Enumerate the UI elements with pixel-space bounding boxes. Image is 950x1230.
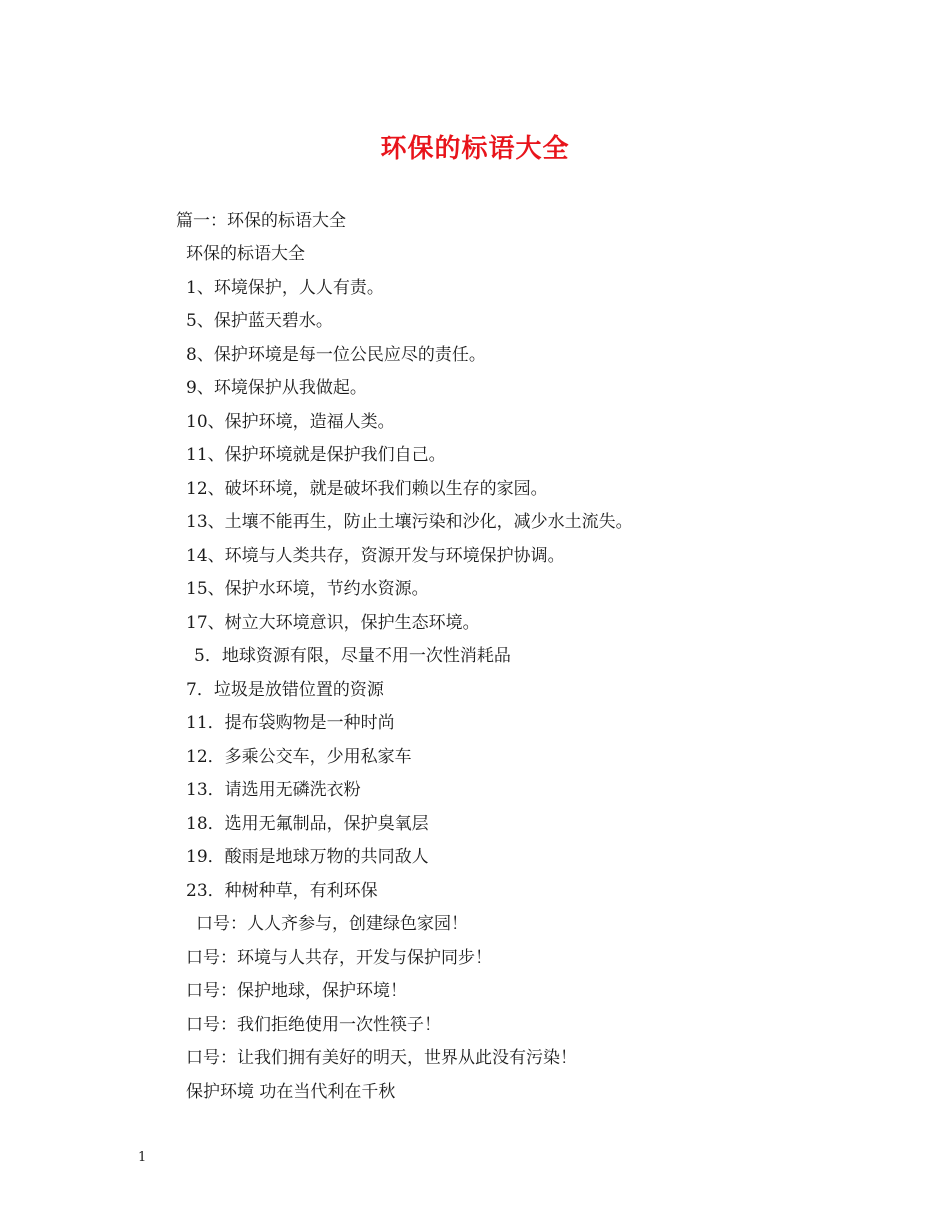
text-line: 19．酸雨是地球万物的共同敌人 [186, 847, 429, 867]
document-title: 环保的标语大全 [380, 134, 570, 164]
text-line: 13．请选用无磷洗衣粉 [186, 780, 361, 800]
text-line: 12、破坏环境，就是破坏我们赖以生存的家园。 [186, 479, 548, 499]
text-line: 篇一：环保的标语大全 [176, 211, 346, 231]
text-line: 11、保护环境就是保护我们自己。 [186, 445, 446, 465]
text-line: 13、土壤不能再生，防止土壤污染和沙化，减少水土流失。 [186, 512, 633, 532]
text-line: 5．地球资源有限，尽量不用一次性消耗品 [194, 646, 511, 666]
text-line: 14、环境与人类共存，资源开发与环境保护协调。 [186, 546, 565, 566]
text-line: 17、树立大环境意识，保护生态环境。 [186, 613, 480, 633]
text-line: 口号：我们拒绝使用一次性筷子！ [186, 1015, 441, 1035]
text-line: 口号：让我们拥有美好的明天，世界从此没有污染！ [186, 1048, 577, 1068]
text-line: 10、保护环境，造福人类。 [186, 412, 395, 432]
text-line: 环保的标语大全 [186, 244, 305, 264]
text-line: 口号：环境与人共存，开发与保护同步！ [186, 948, 492, 968]
page-number: 1 [138, 1150, 147, 1165]
text-line: 1、环境保护，人人有责。 [186, 278, 384, 298]
text-line: 口号：人人齐参与，创建绿色家园！ [196, 914, 468, 934]
text-line: 保护环境 功在当代利在千秋 [186, 1082, 396, 1102]
text-line: 口号：保护地球，保护环境！ [186, 981, 407, 1001]
text-line: 23．种树种草，有利环保 [186, 881, 378, 901]
text-line: 18．选用无氟制品，保护臭氧层 [186, 814, 429, 834]
text-line: 7．垃圾是放错位置的资源 [186, 680, 384, 700]
text-line: 15、保护水环境，节约水资源。 [186, 579, 429, 599]
text-line: 11．提布袋购物是一种时尚 [186, 713, 395, 733]
text-line: 8、保护环境是每一位公民应尽的责任。 [186, 345, 486, 365]
text-line: 5、保护蓝天碧水。 [186, 311, 333, 331]
text-line: 12．多乘公交车，少用私家车 [186, 747, 412, 767]
text-line: 9、环境保护从我做起。 [186, 378, 367, 398]
